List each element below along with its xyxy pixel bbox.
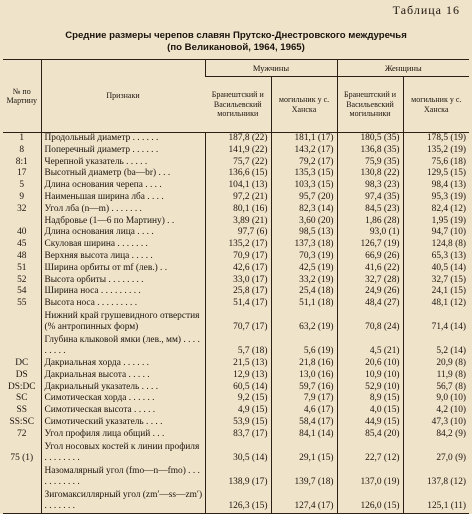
feature-label-cell: Надбровье (1—6 по Мартину) . . <box>41 216 205 228</box>
martin-number-cell: SC <box>16 393 28 404</box>
feature-label-cell: Высота носа . . . . . . . . . <box>41 298 205 310</box>
male-khansk-value: 51,1 (18) <box>271 298 337 310</box>
male-branesh-value: 83,7 (17) <box>205 429 271 441</box>
skull-measurements-table <box>3 59 469 514</box>
male-khansk-value: 79,2 (17) <box>271 157 337 169</box>
feature-label-cell: Поперечный диаметр . . . . . . <box>41 145 205 157</box>
female-branesh-value: 97,4 (35) <box>337 192 403 204</box>
male-khansk-value: 95,7 (20) <box>271 192 337 204</box>
table-row <box>3 275 469 287</box>
feature-label-cell: Высота орбиты . . . . . . . . <box>41 275 205 287</box>
female-khansk-value: 27,0 (9) <box>403 441 469 465</box>
female-khansk-value: 47,3 (10) <box>403 417 469 429</box>
female-branesh-value: 24,9 (26) <box>337 286 403 298</box>
female-khansk-value: 98,4 (13) <box>403 180 469 192</box>
female-khansk-value: 94,7 (10) <box>403 227 469 239</box>
female-khansk-value: 95,3 (19) <box>403 192 469 204</box>
male-branesh-value: 97,7 (6) <box>205 227 271 239</box>
male-branesh-value: 3,89 (21) <box>205 216 271 228</box>
male-khansk-value: 84,1 (14) <box>271 429 337 441</box>
female-branesh-value: 98,3 (23) <box>337 180 403 192</box>
feature-label-cell: Дакриальный указатель . . . . <box>41 382 205 394</box>
table-number: Таблица 16 <box>392 3 460 17</box>
header-female-khansk: могильник у с. Ханска <box>403 77 469 133</box>
female-branesh-value: 126,7 (19) <box>337 239 403 251</box>
table-row <box>3 441 469 465</box>
martin-number-cell: 8 <box>19 144 25 155</box>
caption-line-1: Средние размеры черепов славян Прутско-Днестровского междуречья <box>65 30 407 41</box>
female-branesh-value: 136,8 (35) <box>337 145 403 157</box>
male-branesh-value: 126,3 (15) <box>205 489 271 514</box>
female-khansk-value: 40,5 (14) <box>403 263 469 275</box>
male-khansk-value: 33,2 (19) <box>271 275 337 287</box>
table-row <box>3 417 469 429</box>
martin-number-cell: 52 <box>17 274 27 285</box>
female-branesh-value: 93,0 (1) <box>337 227 403 239</box>
feature-label-cell: Дакриальная хорда . . . . . . <box>41 358 205 370</box>
female-branesh-value: 66,9 (26) <box>337 251 403 263</box>
martin-number-cell: 75 (1) <box>10 452 34 463</box>
feature-label-cell: Скуловая ширина . . . . . . . <box>41 239 205 251</box>
table-row <box>3 227 469 239</box>
female-branesh-value: 48,4 (27) <box>337 298 403 310</box>
martin-number-cell: 40 <box>17 227 27 238</box>
table-row <box>3 358 469 370</box>
martin-number-cell <box>3 465 41 489</box>
table-row <box>3 216 469 228</box>
male-branesh-value: 53,9 (15) <box>205 417 271 429</box>
male-khansk-value: 127,4 (17) <box>271 489 337 514</box>
female-branesh-value: 4,5 (21) <box>337 334 403 358</box>
table-row <box>3 168 469 180</box>
female-branesh-value: 1,86 (28) <box>337 216 403 228</box>
female-branesh-value: 130,8 (22) <box>337 168 403 180</box>
male-branesh-value: 80,1 (16) <box>205 204 271 216</box>
martin-number-cell <box>3 489 41 514</box>
table-row <box>3 393 469 405</box>
male-branesh-value: 138,9 (17) <box>205 465 271 489</box>
header-males: Мужчины <box>205 60 337 77</box>
table-row <box>3 251 469 263</box>
male-khansk-value: 59,7 (16) <box>271 382 337 394</box>
female-khansk-value: 48,1 (12) <box>403 298 469 310</box>
feature-label-cell: Верхняя высота лица . . . . . <box>41 251 205 263</box>
feature-label-cell: Нижний край грушевидного отверстия (% антропинных форм) <box>41 310 205 334</box>
female-khansk-value: 135,2 (19) <box>403 145 469 157</box>
caption-line-2: (по Великановой, 1964, 1965) <box>167 42 305 53</box>
male-branesh-value: 12,9 (13) <box>205 370 271 382</box>
male-khansk-value: 103,3 (15) <box>271 180 337 192</box>
female-khansk-value: 84,2 (9) <box>403 429 469 441</box>
feature-label-cell: Глубина клыковой ямки (лев., мм) . . . . . . . . . <box>41 334 205 358</box>
male-khansk-value: 98,5 (13) <box>271 227 337 239</box>
female-branesh-value: 84,5 (23) <box>337 204 403 216</box>
header-male-khansk: могильник у с. Ханска <box>271 77 337 133</box>
female-branesh-value: 22,7 (12) <box>337 441 403 465</box>
table-row <box>3 382 469 394</box>
male-khansk-value: 63,2 (19) <box>271 310 337 334</box>
table-row <box>3 263 469 275</box>
table-row <box>3 239 469 251</box>
female-khansk-value: 65,3 (13) <box>403 251 469 263</box>
female-khansk-value: 71,4 (14) <box>403 310 469 334</box>
martin-number-cell: 9 <box>19 191 25 202</box>
martin-number-cell: DS:DC <box>7 381 36 392</box>
header-female-branesh: Бранештский и Васильевский могильники <box>337 77 403 133</box>
female-branesh-value: 4,0 (15) <box>337 405 403 417</box>
male-branesh-value: 21,5 (13) <box>205 358 271 370</box>
female-khansk-value: 129,5 (15) <box>403 168 469 180</box>
martin-number-cell: DS <box>15 369 28 380</box>
female-branesh-value: 137,0 (19) <box>337 465 403 489</box>
male-branesh-value: 135,2 (17) <box>205 239 271 251</box>
male-branesh-value: 25,8 (17) <box>205 286 271 298</box>
female-khansk-value: 82,4 (12) <box>403 204 469 216</box>
female-branesh-value: 41,6 (22) <box>337 263 403 275</box>
male-khansk-value: 58,4 (17) <box>271 417 337 429</box>
female-branesh-value: 180,5 (35) <box>337 133 403 145</box>
female-branesh-value: 126,0 (15) <box>337 489 403 514</box>
table-caption <box>0 30 472 54</box>
table-row <box>3 192 469 204</box>
feature-label-cell: Продольный диаметр . . . . . . <box>41 133 205 145</box>
male-branesh-value: 5,7 (18) <box>205 334 271 358</box>
table-row <box>3 489 469 514</box>
male-khansk-value: 4,6 (17) <box>271 405 337 417</box>
male-khansk-value: 181,1 (17) <box>271 133 337 145</box>
header-martin-no: № по Мартину <box>3 60 41 133</box>
martin-number-cell: 1 <box>19 133 25 143</box>
martin-number-cell: 51 <box>17 262 27 273</box>
header-features: Признаки <box>41 60 205 133</box>
male-branesh-value: 70,9 (17) <box>205 251 271 263</box>
feature-label-cell: Ширина орбиты от mf (лев.) . . <box>41 263 205 275</box>
martin-number-cell: 45 <box>17 239 27 250</box>
male-branesh-value: 51,4 (17) <box>205 298 271 310</box>
male-khansk-value: 139,7 (18) <box>271 465 337 489</box>
female-khansk-value: 9,0 (10) <box>403 393 469 405</box>
male-khansk-value: 13,0 (16) <box>271 370 337 382</box>
table-row <box>3 370 469 382</box>
table-row <box>3 286 469 298</box>
feature-label-cell: Дакриальная высота . . . . . <box>41 370 205 382</box>
table-row <box>3 204 469 216</box>
male-branesh-value: 141,9 (22) <box>205 145 271 157</box>
martin-number-cell: 32 <box>17 203 27 214</box>
feature-label-cell: Длина основания лица . . . . <box>41 227 205 239</box>
martin-number-cell: SS:SC <box>9 416 34 427</box>
feature-label-cell: Угол лба (n—m) . . . . . . . <box>41 204 205 216</box>
female-khansk-value: 75,6 (18) <box>403 157 469 169</box>
male-branesh-value: 9,2 (15) <box>205 393 271 405</box>
male-khansk-value: 70,3 (19) <box>271 251 337 263</box>
table-body <box>3 133 469 514</box>
table-row <box>3 465 469 489</box>
male-branesh-value: 104,1 (13) <box>205 180 271 192</box>
table-row <box>3 157 469 169</box>
martin-number-cell: 5 <box>19 180 25 191</box>
female-branesh-value: 75,9 (35) <box>337 157 403 169</box>
male-khansk-value: 3,60 (20) <box>271 216 337 228</box>
female-khansk-value: 124,8 (8) <box>403 239 469 251</box>
male-branesh-value: 136,6 (15) <box>205 168 271 180</box>
martin-number-cell: 17 <box>17 168 27 179</box>
male-khansk-value: 21,8 (16) <box>271 358 337 370</box>
female-khansk-value: 178,5 (19) <box>403 133 469 145</box>
feature-label-cell: Угол носовых костей к линии профиля . . . . . . . . <box>41 441 205 465</box>
male-branesh-value: 97,2 (21) <box>205 192 271 204</box>
table-row <box>3 334 469 358</box>
female-khansk-value: 56,7 (8) <box>403 382 469 394</box>
female-khansk-value: 20,9 (8) <box>403 358 469 370</box>
male-branesh-value: 187,8 (22) <box>205 133 271 145</box>
feature-label-cell: Ширина носа . . . . . . . . . <box>41 286 205 298</box>
feature-label-cell: Симотическая хорда . . . . . . <box>41 393 205 405</box>
male-khansk-value: 25,4 (18) <box>271 286 337 298</box>
feature-label-cell: Симотическая высота . . . . . <box>41 405 205 417</box>
male-khansk-value: 7,9 (17) <box>271 393 337 405</box>
male-branesh-value: 4,9 (15) <box>205 405 271 417</box>
table-row <box>3 429 469 441</box>
header-male-branesh: Бранештский и Васильевский могильники <box>205 77 271 133</box>
male-khansk-value: 82,3 (14) <box>271 204 337 216</box>
female-branesh-value: 8,9 (15) <box>337 393 403 405</box>
female-khansk-value: 137,8 (12) <box>403 465 469 489</box>
female-khansk-value: 5,2 (14) <box>403 334 469 358</box>
martin-number-cell: SS <box>16 405 27 416</box>
female-branesh-value: 10,9 (10) <box>337 370 403 382</box>
male-khansk-value: 143,2 (17) <box>271 145 337 157</box>
table-row <box>3 310 469 334</box>
martin-number-cell <box>3 310 41 334</box>
male-branesh-value: 30,5 (14) <box>205 441 271 465</box>
header-females: Женщины <box>337 60 469 77</box>
table-row <box>3 180 469 192</box>
feature-label-cell: Угол профиля лица общий . . . <box>41 429 205 441</box>
male-khansk-value: 29,1 (15) <box>271 441 337 465</box>
feature-label-cell: Назомалярный угол (fmo—n—fmo) . . . . . . . . . . . <box>41 465 205 489</box>
male-branesh-value: 42,6 (17) <box>205 263 271 275</box>
martin-number-cell <box>3 334 41 358</box>
female-branesh-value: 70,8 (24) <box>337 310 403 334</box>
male-khansk-value: 137,3 (18) <box>271 239 337 251</box>
female-branesh-value: 44,9 (15) <box>337 417 403 429</box>
table-row <box>3 298 469 310</box>
martin-number-cell: 8:1 <box>15 156 28 167</box>
female-khansk-value: 125,1 (11) <box>403 489 469 514</box>
martin-number-cell: 55 <box>17 298 27 309</box>
table-row <box>3 405 469 417</box>
female-branesh-value: 85,4 (20) <box>337 429 403 441</box>
martin-number-cell: 72 <box>17 428 27 439</box>
table-row <box>3 133 469 145</box>
feature-label-cell: Высотный диаметр (ba—br) . . . <box>41 168 205 180</box>
female-khansk-value: 32,7 (15) <box>403 275 469 287</box>
male-branesh-value: 60,5 (14) <box>205 382 271 394</box>
feature-label-cell: Черепной указатель . . . . . <box>41 157 205 169</box>
table-row <box>3 145 469 157</box>
male-khansk-value: 135,3 (15) <box>271 168 337 180</box>
martin-number-cell: 54 <box>17 286 27 297</box>
male-branesh-value: 33,0 (17) <box>205 275 271 287</box>
female-branesh-value: 32,7 (28) <box>337 275 403 287</box>
female-khansk-value: 1,95 (19) <box>403 216 469 228</box>
feature-label-cell: Симотический указатель . . . . <box>41 417 205 429</box>
male-khansk-value: 5,6 (19) <box>271 334 337 358</box>
feature-label-cell: Зигомаксиллярный угол (zm′—ss—zm′) . . . . . . . <box>41 489 205 514</box>
female-khansk-value: 11,9 (8) <box>403 370 469 382</box>
martin-number-cell <box>3 216 41 228</box>
feature-label-cell: Наименьшая ширина лба . . . . <box>41 192 205 204</box>
female-branesh-value: 52,9 (10) <box>337 382 403 394</box>
female-branesh-value: 20,6 (10) <box>337 358 403 370</box>
feature-label-cell: Длина основания черепа . . . . <box>41 180 205 192</box>
female-khansk-value: 24,1 (15) <box>403 286 469 298</box>
male-khansk-value: 42,5 (19) <box>271 263 337 275</box>
male-branesh-value: 75,7 (22) <box>205 157 271 169</box>
martin-number-cell: DC <box>15 357 29 368</box>
male-branesh-value: 70,7 (17) <box>205 310 271 334</box>
female-khansk-value: 4,2 (10) <box>403 405 469 417</box>
martin-number-cell: 48 <box>17 250 27 261</box>
